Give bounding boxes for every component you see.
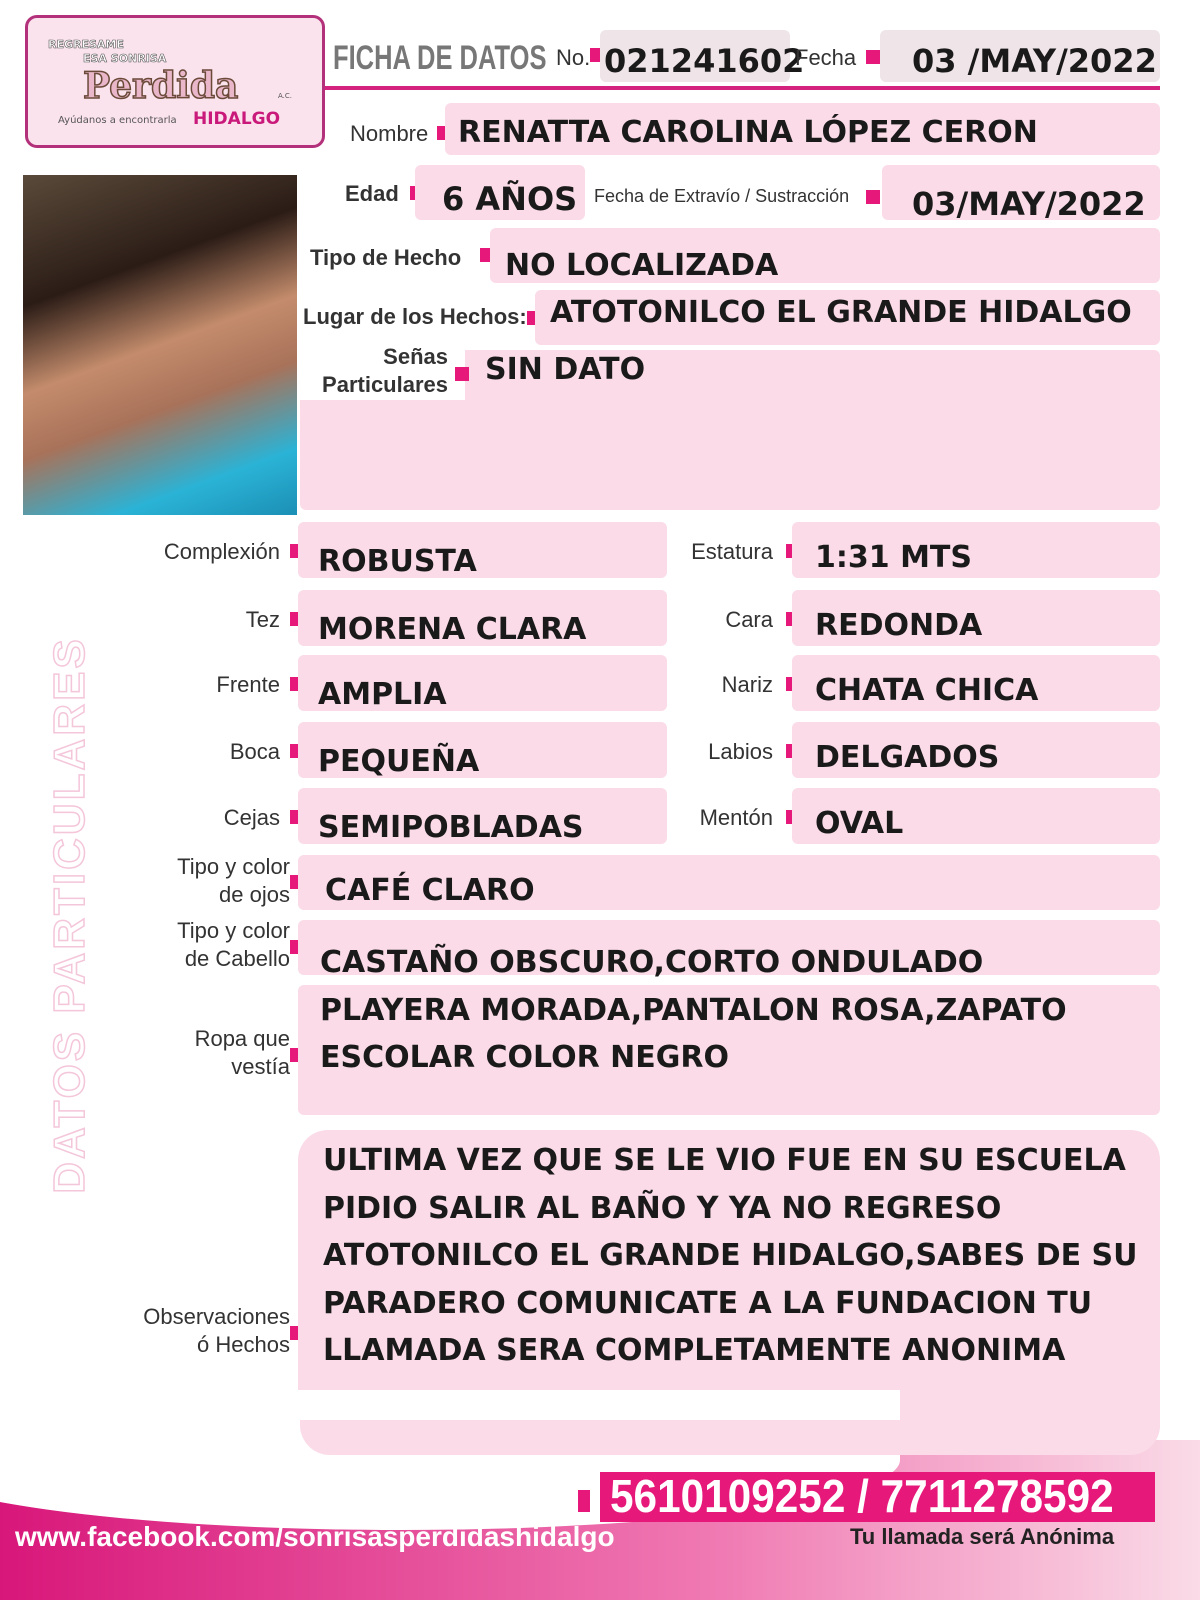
field-label: Mentón [699,805,773,830]
field-label: Estatura [691,539,773,564]
cabello-label: Tipo y color de Cabello [177,918,290,971]
field-label: Complexión [163,539,280,564]
field-label: Tez [245,607,280,632]
field-value: PEQUEÑA [318,744,480,779]
extravio-value: 03/MAY/2022 [912,185,1146,223]
field-value: MORENA CLARA [318,612,587,647]
ojos-value: CAFÉ CLARO [325,873,535,908]
nombre-value: RENATTA CAROLINA LÓPEZ CERON [458,115,1038,150]
field-label: Cara [725,607,773,632]
form-title: FICHA DE DATOS [333,39,547,77]
ropa-line2: ESCOLAR COLOR NEGRO [320,1040,729,1075]
field-value: AMPLIA [318,677,447,712]
nombre-label: Nombre [350,121,429,146]
field-label: Cejas [223,805,280,830]
logo-tagline: Ayúdanos a encontrarla [58,115,177,126]
extravio-label: Fecha de Extravío / Sustracción [594,186,850,206]
fecha-label: Fecha [795,45,857,70]
edad-value: 6 AÑOS [442,180,578,218]
ropa-line1: PLAYERA MORADA,PANTALON ROSA,ZAPATO [320,993,1067,1028]
observation-line: ATOTONILCO EL GRANDE HIDALGO,SABES DE SU [323,1238,1138,1273]
ropa-label: Ropa que vestía [194,1026,290,1079]
fecha-value: 03 /MAY/2022 [912,42,1157,80]
facebook-link[interactable]: www.facebook.com/sonrisasperdidashidalgo [15,1521,615,1552]
field-value: CHATA CHICA [815,673,1039,708]
logo [25,15,325,148]
field-label: Boca [229,739,280,764]
logo-brand: Perdida [83,65,239,107]
no-label: No. [556,45,591,70]
logo-region: HIDALGO [193,109,281,129]
ojos-label: Tipo y color de ojos [177,854,290,907]
anonymous-note: Tu llamada será Anónima [850,1524,1115,1549]
lugar-label: Lugar de los Hechos: [303,304,527,329]
phone-numbers[interactable]: 5610109252 / 7711278592 [610,1470,1114,1522]
field-value: ROBUSTA [318,544,477,579]
field-value: DELGADOS [815,740,1000,775]
observation-line: LLAMADA SERA COMPLETAMENTE ANONIMA [323,1333,1066,1368]
lugar-value: ATOTONILCO EL GRANDE HIDALGO [550,295,1132,330]
edad-label: Edad [345,181,399,206]
field-value: SEMIPOBLADAS [318,810,584,845]
observation-line: ULTIMA VEZ QUE SE LE VIO FUE EN SU ESCUELA [323,1143,1126,1178]
folio-number: 021241602 [604,42,805,80]
observation-line: PIDIO SALIR AL BAÑO Y YA NO REGRESO [323,1190,1002,1226]
observation-line: PARADERO COMUNICATE A LA FUNDACION TU [323,1285,1093,1321]
logo-line2: ESA SONRISA [83,52,167,65]
field-label: Labios [708,739,773,764]
tipo-hecho-value: NO LOCALIZADA [505,248,779,283]
side-title: DATOS PARTICULARES [45,636,94,1194]
logo-line1: REGRESAME [48,38,124,51]
cabello-value: CASTAÑO OBSCURO,CORTO ONDULADO [320,945,984,980]
senas-value: SIN DATO [485,352,646,387]
field-value: 1:31 MTS [815,540,972,575]
logo-suffix: A.C. [278,92,293,100]
observaciones-label: Observaciones ó Hechos [143,1304,290,1357]
field-label: Nariz [721,672,773,697]
field-value: REDONDA [815,608,983,643]
missing-person-photo [23,175,297,515]
field-value: OVAL [815,806,904,841]
senas-label: Señas Particulares [322,344,448,397]
field-label: Frente [216,672,280,697]
tipo-hecho-label: Tipo de Hecho [310,245,462,270]
